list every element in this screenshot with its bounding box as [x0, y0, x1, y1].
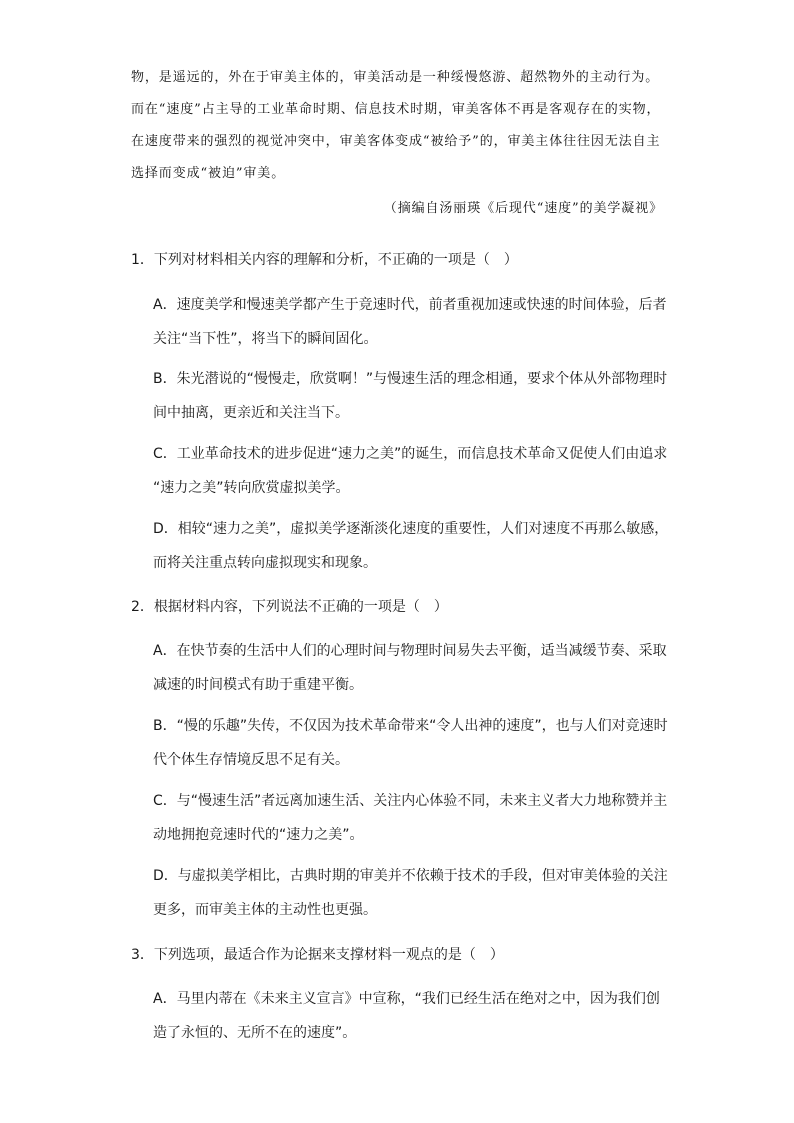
option-line: B．“慢的乐趣”失传，不仅因为技术革命带来“令人出神的速度”，也与人们对竞速时: [153, 718, 668, 734]
option-line: 间中抽离，更亲近和关注当下。: [153, 405, 349, 421]
option-line: C．工业革命技术的进步促进“速力之美”的诞生，而信息技术革命又促使人们由追求: [153, 446, 668, 462]
question-1-stem: 1．下列对材料相关内容的理解和分析，不正确的一项是（ ）: [131, 252, 518, 268]
question-2-option-d: [153, 859, 673, 927]
question-1-option-b: [153, 362, 673, 430]
option-line: “速力之美”转向欣赏虚拟美学。: [153, 480, 350, 496]
option-line: D．相较“速力之美”，虚拟美学逐渐淡化速度的重要性，人们对速度不再那么敏感，: [153, 521, 669, 537]
reading-passage: [131, 62, 671, 190]
question-2-stem: 2．根据材料内容，下列说法不正确的一项是（ ）: [131, 599, 448, 615]
option-line: A．马里内蒂在《未来主义宣言》中宣称，“我们已经生活在绝对之中，因为我们创: [153, 991, 660, 1007]
option-line: A．在快节奏的生活中人们的心理时间与物理时间易失去平衡，适当减缓节奏、采取: [153, 643, 667, 659]
option-line: C．与“慢速生活”者远离加速生活、关注内心体验不同，未来主义者大力地称赞并主: [153, 793, 668, 809]
option-line: 造了永恒的、无所不在的速度”。: [153, 1025, 357, 1041]
option-line: A．速度美学和慢速美学都产生于竞速时代，前者重视加速或快速的时间体验，后者: [153, 297, 667, 313]
question-3-option-a: [153, 982, 673, 1050]
passage-line: 而在“速度”占主导的工业革命时期、信息技术时期，审美客体不再是客观存在的实物，: [131, 102, 661, 117]
question-1-option-c: [153, 437, 673, 505]
question-2-option-b: [153, 709, 673, 777]
passage-line: 选择而变成“被迫”审美。: [131, 166, 286, 181]
option-line: 更多，而审美主体的主动性也更强。: [153, 902, 377, 918]
option-line: 减速的时间模式有助于重建平衡。: [153, 677, 363, 693]
option-line: 代个体生存情境反思不足有关。: [153, 752, 349, 768]
option-line: 动地拥抱竞速时代的“速力之美”。: [153, 827, 364, 843]
option-line: 而将关注重点转向虚拟现实和现象。: [153, 555, 377, 571]
question-2-option-c: [153, 784, 673, 852]
passage-source: （摘编自汤丽瑛《后现代“速度”的美学凝视》: [383, 201, 663, 216]
question-3-stem: 3．下列选项，最适合作为论据来支撑材料一观点的是（ ）: [131, 947, 504, 963]
option-line: D．与虚拟美学相比，古典时期的审美并不依赖于技术的手段，但对审美体验的关注: [153, 868, 668, 884]
passage-line: 在速度带来的强烈的视觉冲突中，审美客体变成“被给予”的，审美主体往往因无法自主: [131, 134, 661, 149]
question-1-option-a: [153, 288, 673, 356]
passage-line: 物，是遥远的，外在于审美主体的，审美活动是一种绥慢悠游、超然物外的主动行为。: [131, 70, 660, 85]
question-1-option-d: [153, 512, 673, 580]
option-line: B．朱光潜说的“慢慢走，欣赏啊！”与慢速生活的理念相通，要求个体从外部物理时: [153, 371, 668, 387]
option-line: 关注“当下性”，将当下的瞬间固化。: [153, 331, 378, 347]
question-2-option-a: [153, 634, 673, 702]
